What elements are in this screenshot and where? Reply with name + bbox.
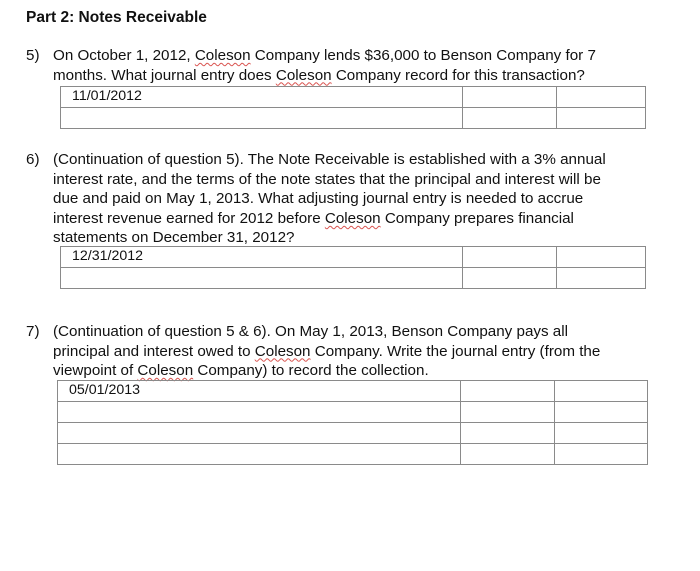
- account-cell[interactable]: [58, 402, 461, 423]
- question-line: statements on December 31, 2012?: [53, 229, 295, 247]
- question-text: [53, 150, 606, 248]
- question-6: [26, 150, 606, 248]
- table-row: [58, 402, 648, 423]
- credit-cell[interactable]: [555, 423, 648, 444]
- question-line: interest revenue earned for 2012 before Coleson Company prepares financial: [53, 209, 574, 227]
- company-name: Coleson: [137, 362, 194, 380]
- table-row: [61, 268, 646, 289]
- journal-entry-table: [60, 86, 646, 129]
- question-line: due and paid on May 1, 2013. What adjusting journal entry is needed to accrue: [53, 190, 584, 208]
- question-line: months. What journal entry does Coleson Company record for this transaction?: [53, 66, 585, 84]
- account-cell[interactable]: [61, 108, 463, 129]
- account-cell[interactable]: [58, 423, 461, 444]
- credit-cell[interactable]: [555, 402, 648, 423]
- date-cell[interactable]: 05/01/2013: [58, 381, 461, 402]
- debit-cell[interactable]: [461, 444, 555, 465]
- account-cell[interactable]: [61, 268, 463, 289]
- debit-cell[interactable]: [461, 402, 555, 423]
- account-cell[interactable]: [58, 444, 461, 465]
- date-cell[interactable]: 12/31/2012: [61, 247, 463, 268]
- page-title: Part 2: Notes Receivable: [26, 9, 207, 26]
- question-line: (Continuation of question 5). The Note Receivable is established with a 3% annual: [53, 151, 606, 168]
- debit-cell[interactable]: [463, 268, 557, 289]
- credit-cell[interactable]: [555, 381, 648, 402]
- company-name: Coleson: [324, 209, 381, 227]
- question-line: principal and interest owed to Coleson Company. Write the journal entry (from the: [53, 342, 601, 360]
- date-cell[interactable]: 11/01/2012: [61, 87, 463, 108]
- question-line: (Continuation of question 5 & 6). On May 1, 2013, Benson Company pays all: [53, 323, 568, 340]
- question-number: 6): [26, 151, 40, 168]
- credit-cell[interactable]: [557, 108, 646, 129]
- question-text: [53, 46, 596, 85]
- company-name: Coleson: [254, 342, 311, 360]
- table-row: [61, 247, 646, 268]
- table-row: [61, 108, 646, 129]
- table-row: [58, 423, 648, 444]
- credit-cell[interactable]: [557, 247, 646, 268]
- question-line: On October 1, 2012, Coleson Company lends $36,000 to Benson Company for 7: [53, 47, 596, 64]
- question-7: [26, 322, 600, 381]
- debit-cell[interactable]: [461, 423, 555, 444]
- company-name: Coleson: [194, 47, 251, 64]
- credit-cell[interactable]: [555, 444, 648, 465]
- question-number: 5): [26, 47, 40, 64]
- question-line: viewpoint of Coleson Company) to record the collection.: [53, 362, 429, 380]
- table-row: [61, 87, 646, 108]
- journal-entry-table: [60, 246, 646, 289]
- table-row: [58, 381, 648, 402]
- table-row: [58, 444, 648, 465]
- question-text: [53, 322, 600, 381]
- journal-entry-table: [57, 380, 648, 465]
- debit-cell[interactable]: [463, 108, 557, 129]
- question-line: interest rate, and the terms of the note states that the principal and interest will be: [53, 170, 601, 188]
- debit-cell[interactable]: [461, 381, 555, 402]
- question-number: 7): [26, 323, 40, 340]
- debit-cell[interactable]: [463, 247, 557, 268]
- question-5: [26, 46, 596, 85]
- credit-cell[interactable]: [557, 87, 646, 108]
- credit-cell[interactable]: [557, 268, 646, 289]
- debit-cell[interactable]: [463, 87, 557, 108]
- company-name: Coleson: [275, 66, 332, 84]
